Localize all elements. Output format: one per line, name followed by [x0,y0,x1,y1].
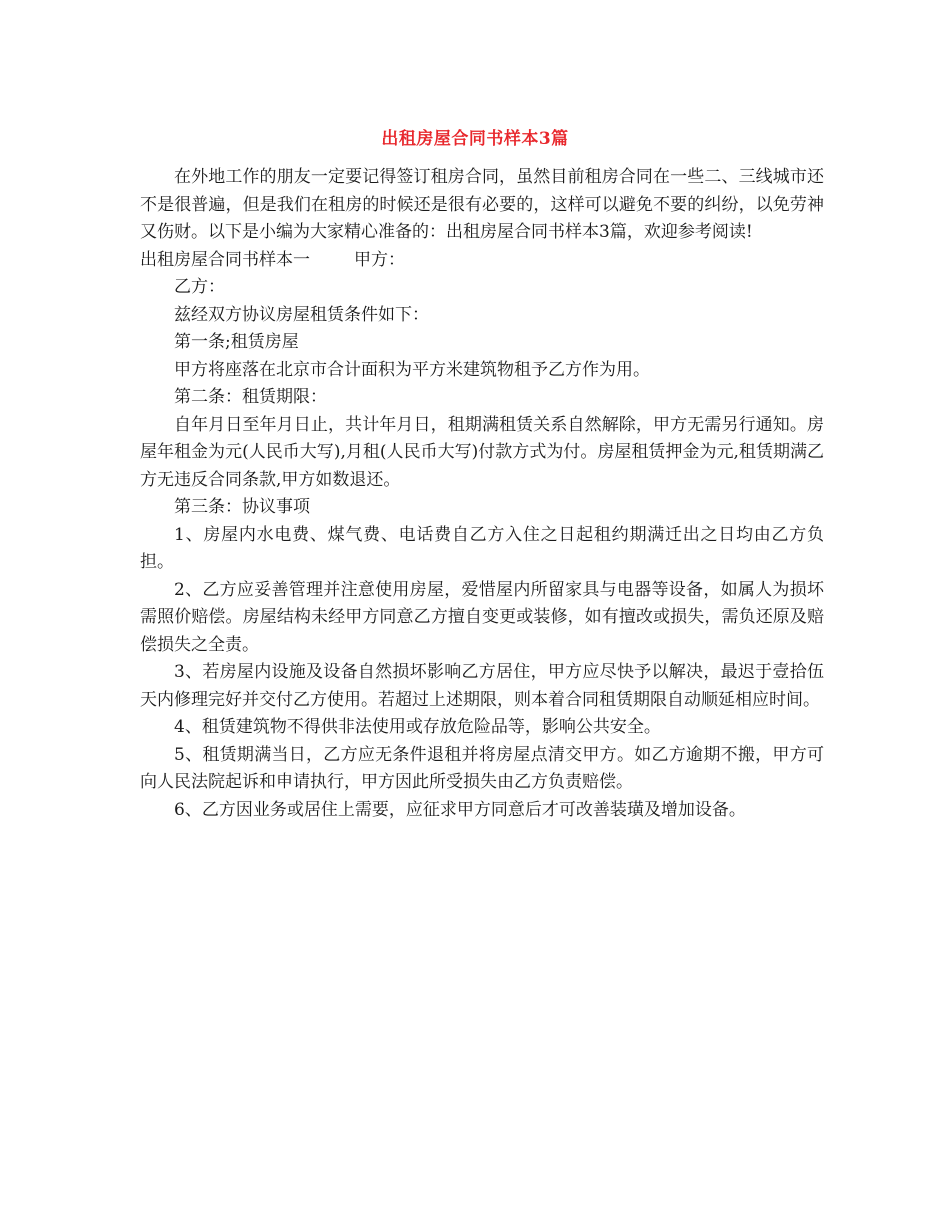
list-item: 6、乙方因业务或居住上需要，应征求甲方同意后才可改善装璜及增加设备。 [174,799,746,820]
document-title: 出租房屋合同书样本3篇 [381,129,569,149]
article-3-title: 第三条：协议事项 [174,497,310,517]
document-body [140,164,824,824]
list-item: 2、乙方应妥善管理并注意使用房屋，爱惜屋内所留家具与电器等设备，如属人为损坏需照价赔偿。房屋结构未经甲方同意乙方擅自变更或装修，如有擅改或损失，需负还原及赔偿损失之全责。 [140,579,824,655]
party-b-label: 乙方： [174,277,225,297]
party-a-label: 甲方： [354,249,405,270]
article-2-text: 自年月日至年月日止，共计年月日，租期满租赁关系自然解除，甲方无需另行通知。房屋年租金为元(人民币大写),月租(人民币大写)付款方式为付。房屋租赁押金为元,租赁期满乙方无违反合同条款,甲方如数退还。 [140,414,824,490]
list-item: 3、若房屋内设施及设备自然损坏影响乙方居住，甲方应尽快予以解决，最迟于壹拾伍天内修理完好并交付乙方使用。若超过上述期限，则本着合同租赁期限自动顺延相应时间。 [140,662,824,710]
sample-heading-line [140,247,824,275]
article-1-text: 甲方将座落在北京市合计面积为平方米建筑物租予乙方作为用。 [174,359,650,380]
list-item: 5、租赁期满当日，乙方应无条件退租并将房屋点清交甲方。如乙方逾期不搬，甲方可向人民法院起诉和申请执行，甲方因此所受损失由乙方负责赔偿。 [140,744,824,792]
article-1-title: 第一条;租赁房屋 [174,332,299,352]
preamble: 兹经双方协议房屋租赁条件如下： [174,304,429,325]
article-2-title: 第二条：租赁期限： [174,387,327,407]
list-item: 1、房屋内水电费、煤气费、电话费自乙方入住之日起租约期满迁出之日均由乙方负担。 [140,524,824,572]
list-item: 4、租赁建筑物不得供非法使用或存放危险品等，影响公共安全。 [174,717,661,737]
intro-paragraph: 在外地工作的朋友一定要记得签订租房合同，虽然目前租房合同在一些二、三线城市还不是很普遍，但是我们在租房的时候还是很有必要的，这样可以避免不要的纠纷，以免劳神又伤财。以下是小编为大家精心准备的：出租房屋合同书样本3篇，欢迎参考阅读! [140,167,824,242]
sample-heading: 出租房屋合同书样本一 [140,249,310,270]
